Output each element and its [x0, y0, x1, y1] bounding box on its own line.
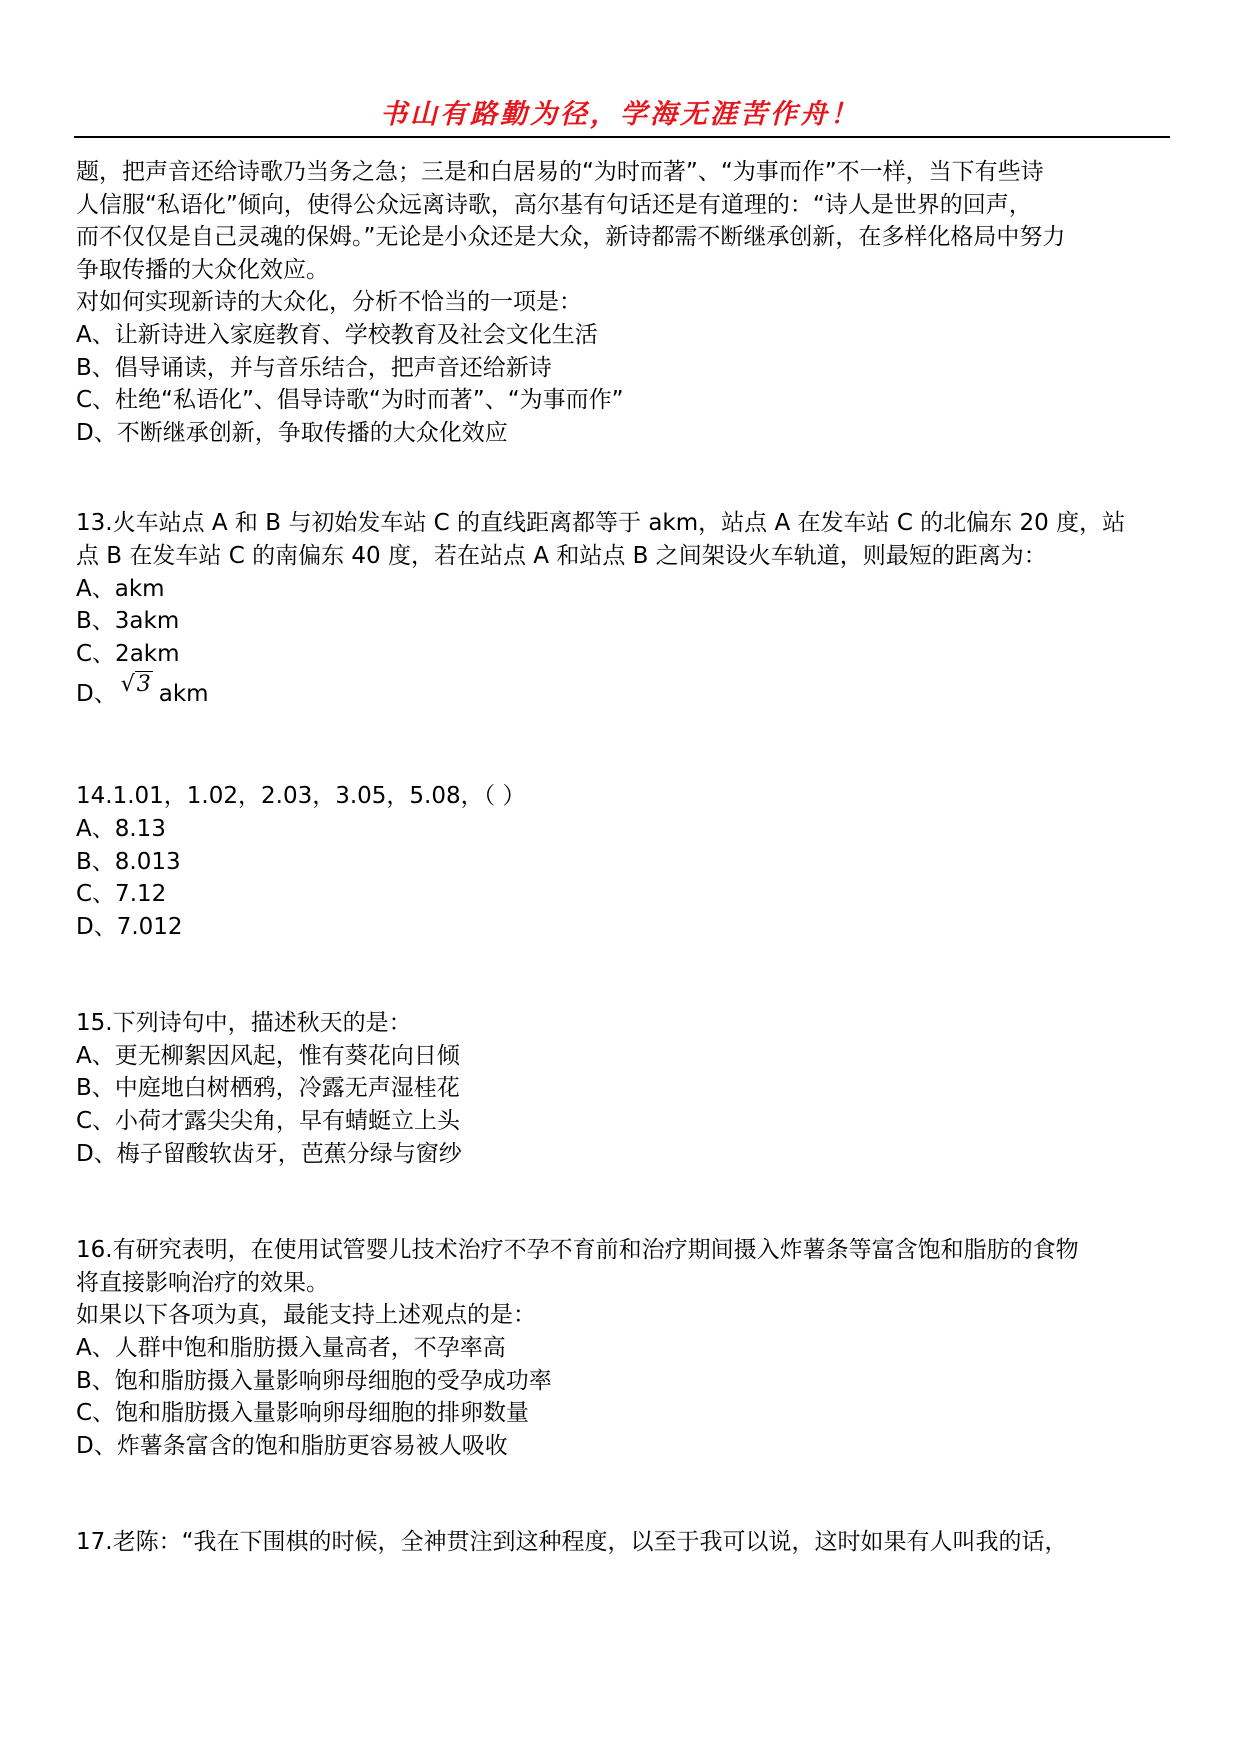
- passage-line: 而不仅仅是自己灵魂的保姆。”无论是小众还是大众，新诗都需不断继承创新，在多样化格局中努力: [76, 224, 1066, 251]
- question-stem: 点 B 在发车站 C 的南偏东 40 度，若在站点 A 和站点 B 之间架设火车轨道，则最短的距离为：: [76, 542, 1047, 569]
- option-b: B、饱和脂肪摄入量影响卵母细胞的受孕成功率: [76, 1367, 552, 1394]
- question-stem: 将直接影响治疗的效果。: [76, 1269, 329, 1296]
- document-body: [76, 156, 1170, 1559]
- question-stem: 13.火车站点 A 和 B 与初始发车站 C 的直线距离都等于 akm，站点 A 在发车站 C 的北偏东 20 度，站: [76, 510, 1126, 537]
- option-a: A、人群中饱和脂肪摄入量高者，不孕率高: [76, 1335, 506, 1362]
- passage-line: 争取传播的大众化效应。: [76, 256, 329, 283]
- option-d-unit: akm: [158, 681, 209, 708]
- option-c: C、饱和脂肪摄入量影响卵母细胞的排卵数量: [76, 1400, 530, 1427]
- option-b: B、倡导诵读，并与音乐结合，把声音还给新诗: [76, 354, 552, 381]
- sqrt-symbol: √3: [120, 672, 151, 698]
- option-d: D、7.012: [76, 913, 183, 940]
- header-divider: [74, 136, 1170, 138]
- option-d: D、不断继承创新，争取传播的大众化效应: [76, 419, 508, 446]
- question-15: [76, 1007, 1170, 1170]
- question-14: [76, 780, 1170, 943]
- option-c: C、杜绝“私语化”、倡导诗歌“为时而著”、“为事而作”: [76, 387, 624, 414]
- option-d: D、炸薯条富含的饱和脂肪更容易被人吸收: [76, 1432, 508, 1459]
- question-prompt: 如果以下各项为真，最能支持上述观点的是：: [76, 1302, 536, 1329]
- option-b: B、3akm: [76, 608, 180, 635]
- sqrt-radicand: 3: [136, 672, 151, 698]
- question-16: [76, 1234, 1170, 1462]
- option-b: B、8.013: [76, 848, 181, 875]
- question-12-continuation: [76, 156, 1170, 449]
- question-13: [76, 507, 1170, 718]
- header-motto: 书山有路勤为径，学海无涯苦作舟！: [380, 99, 860, 130]
- passage-line: 人信服“私语化”倾向，使得公众远离诗歌，高尔基有句话还是有道理的：“诗人是世界的回声，: [76, 191, 1032, 218]
- question-stem: 14.1.01，1.02，2.03，3.05，5.08，（ ）: [76, 783, 526, 810]
- option-c: C、2akm: [76, 640, 180, 667]
- option-b: B、中庭地白树栖鸦，冷露无声湿桂花: [76, 1075, 460, 1102]
- option-a: A、更无柳絮因风起，惟有葵花向日倾: [76, 1042, 460, 1069]
- option-c: C、小荷才露尖尖角，早有蜻蜓立上头: [76, 1108, 461, 1135]
- option-d: D、梅子留酸软齿牙，芭蕉分绿与窗纱: [76, 1140, 462, 1167]
- option-c: C、7.12: [76, 881, 167, 908]
- option-d-prefix: D、: [76, 681, 117, 708]
- question-17: [76, 1526, 1170, 1559]
- question-stem: 16.有研究表明，在使用试管婴儿技术治疗不孕不育前和治疗期间摄入炸薯条等富含饱和脂肪的食物: [76, 1237, 1079, 1264]
- question-stem: 对如何实现新诗的大众化，分析不恰当的一项是：: [76, 289, 582, 316]
- question-stem: 15.下列诗句中，描述秋天的是：: [76, 1010, 412, 1037]
- option-a: A、让新诗进入家庭教育、学校教育及社会文化生活: [76, 321, 598, 348]
- option-a: A、8.13: [76, 815, 166, 842]
- option-a: A、akm: [76, 575, 165, 602]
- passage-line: 题，把声音还给诗歌乃当务之急；三是和白居易的“为时而著”、“为事而作”不一样，当下有些诗: [76, 159, 1044, 185]
- question-stem: 17.老陈：“我在下围棋的时候，全神贯注到这种程度，以至于我可以说，这时如果有人叫我的话，: [76, 1529, 1068, 1556]
- option-d: [76, 670, 1170, 718]
